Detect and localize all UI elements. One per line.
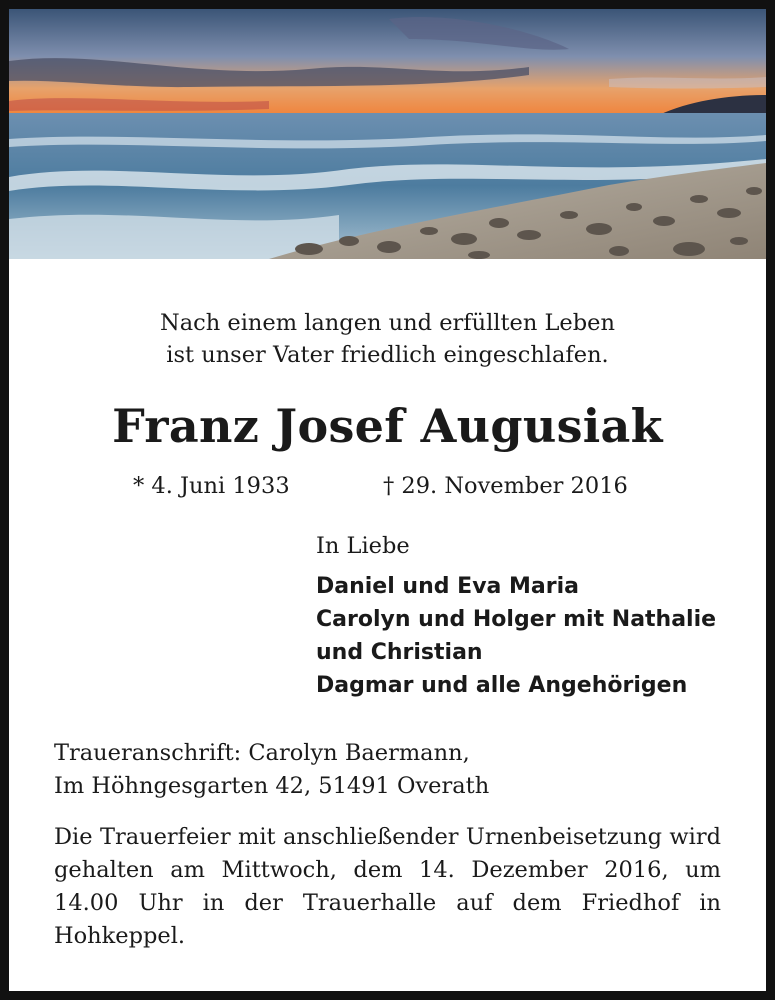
sea-sunset-photo <box>9 9 766 259</box>
intro-line-1: Nach einem langen und erfüllten Leben <box>160 310 615 336</box>
intro-text <box>9 307 766 371</box>
mourner-line: Carolyn und Holger mit Nathalie <box>316 607 717 632</box>
mourner-line: Daniel und Eva Maria <box>316 574 580 599</box>
address-line-2: Im Höhngesgarten 42, 51491 Overath <box>54 773 490 799</box>
death-date: † 29. November 2016 <box>383 473 628 499</box>
deceased-name: Franz Josef Augusiak <box>112 399 663 453</box>
birth-date: * 4. Juni 1933 <box>133 473 290 499</box>
mourner-line: Dagmar und alle Angehörigen <box>316 673 688 698</box>
ceremony-info: Die Trauerfeier mit anschließender Urnenbeisetzung wird gehalten am Mittwoch, dem 14. Dezember 2016, um 14.00 Uhr in der Trauerhalle auf dem Friedhof in Hohkeppel. <box>54 824 721 949</box>
mourners-list <box>316 570 756 702</box>
mourner-line: und Christian <box>316 640 483 665</box>
intro-line-2: ist unser Vater friedlich eingeschlafen. <box>166 342 609 368</box>
address-line-1: Traueranschrift: Carolyn Baermann, <box>54 740 470 766</box>
seascape-image <box>9 9 766 259</box>
mourners-intro: In Liebe <box>316 533 410 559</box>
mourning-address <box>54 737 489 803</box>
